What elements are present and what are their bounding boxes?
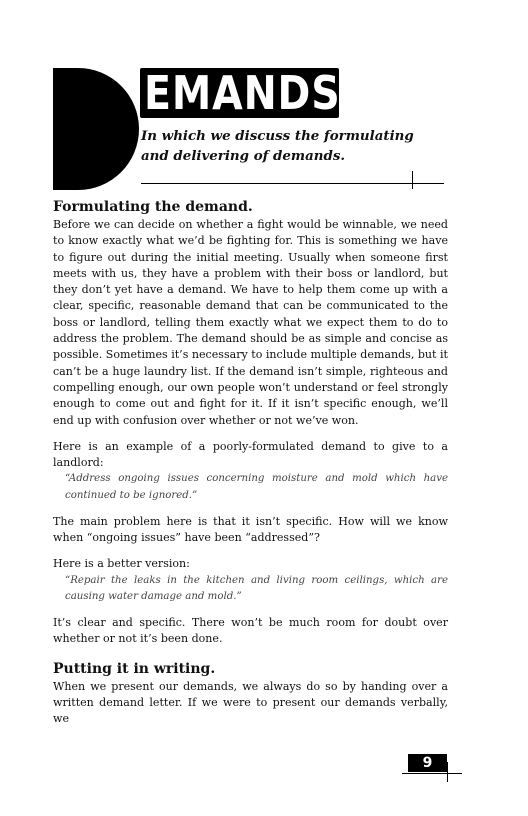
- footer-rule: [402, 773, 462, 774]
- chapter-divider: [141, 183, 444, 184]
- paragraph: When we present our demands, we always do so by handing over a written demand letter. If we were to present our demands verbally, we: [53, 679, 448, 726]
- page-content: [53, 198, 448, 728]
- section-heading: Formulating the demand.: [53, 199, 253, 215]
- divider-tick: [412, 171, 413, 189]
- chapter-drop-cap-d: [53, 68, 139, 190]
- chapter-title: EMANDS: [144, 66, 341, 120]
- block-quote: “Repair the leaks in the kitchen and living room ceilings, which are causing water damage and mold.”: [65, 574, 448, 602]
- paragraph: Here is a better version:: [53, 557, 190, 571]
- paragraph: It’s clear and specific. There won’t be much room for doubt over whether or not it’s been done.: [53, 616, 448, 646]
- paragraph: Here is an example of a poorly-formulated demand to give to a landlord:: [53, 439, 448, 470]
- page-number: 9: [422, 755, 433, 771]
- block-quote: “Address ongoing issues concerning moisture and mold which have continued to be ignored.”: [65, 473, 448, 501]
- chapter-subtitle: In which we discuss the formulating and delivering of demands.: [141, 128, 414, 164]
- section-heading: Putting it in writing.: [53, 660, 216, 677]
- paragraph: Before we can decide on whether a fight would be winnable, we need to know exactly what we’d be fighting for. This is something we have to figure out during the initial meeting. Usually when someone first meets with us, they have a problem with their boss or landlord, but they don’t yet have a demand. We have to help them come up with a clear, specific, reasonable demand that can be communicated to the boss or landlord, telling them exactly what we expect them to do to address the problem. The demand should be as simple and concise as possible. Sometimes it’s necessary to include multiple demands, but it can’t be a huge laundry list. If the demand isn’t simple, righteous and compelling enough, our own people won’t understand or feel strongly enough to come out and fight for it. If it isn’t specific enough, we’ll end up with confusion over whether or not we’ve won.: [53, 218, 448, 427]
- footer-tick: [447, 762, 448, 782]
- paragraph: The main problem here is that it isn’t specific. How will we know when “ongoing issues” have been “addressed”?: [53, 514, 448, 545]
